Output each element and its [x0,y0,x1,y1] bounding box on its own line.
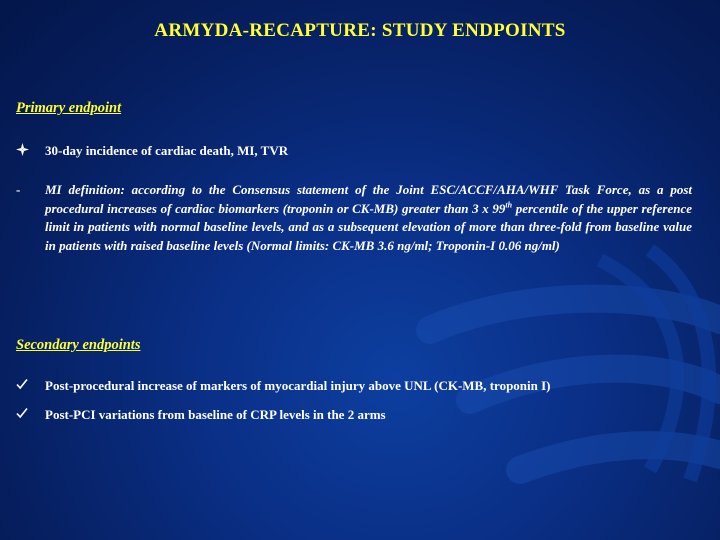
primary-endpoint-text: 30-day incidence of cardiac death, MI, TVR [45,143,289,158]
mi-definition [16,181,692,255]
secondary-endpoint-text-1: Post-procedural increase of markers of myocardial injury above UNL (CK-MB, troponin I) [45,378,551,393]
primary-endpoint-heading: Primary endpoint [16,100,122,116]
checkmark-icon [16,407,38,423]
secondary-endpoint-text-2: Post-PCI variations from baseline of CRP levels in the 2 arms [45,407,386,422]
slide-title: ARMYDA-RECAPTURE: STUDY ENDPOINTS [154,20,566,41]
mi-definition-superscript: th [505,200,513,210]
mi-definition-part1: MI definition: according to the Consensus statement of the Joint ESC/ACCF/AHA/WHF Task Force, as a post procedural increases of cardiac biomarkers (troponin or CK-MB) greater than 3 x 99 [45,182,692,216]
diamond-bullet-icon [16,143,38,160]
checkmark-icon [16,378,38,394]
dash-marker: - [16,182,21,197]
secondary-endpoints-heading: Secondary endpoints [16,337,141,353]
mi-definition-part2: percentile of the upper reference limit in patients with normal baseline levels, and as a subsequent elevation of more than three-fold from baseline value in patients with raised baseline levels (Normal limits: CK-MB 3.6 ng/ml; Troponin-I 0.06 ng/ml) [45,200,692,253]
mi-definition-text [45,181,692,255]
